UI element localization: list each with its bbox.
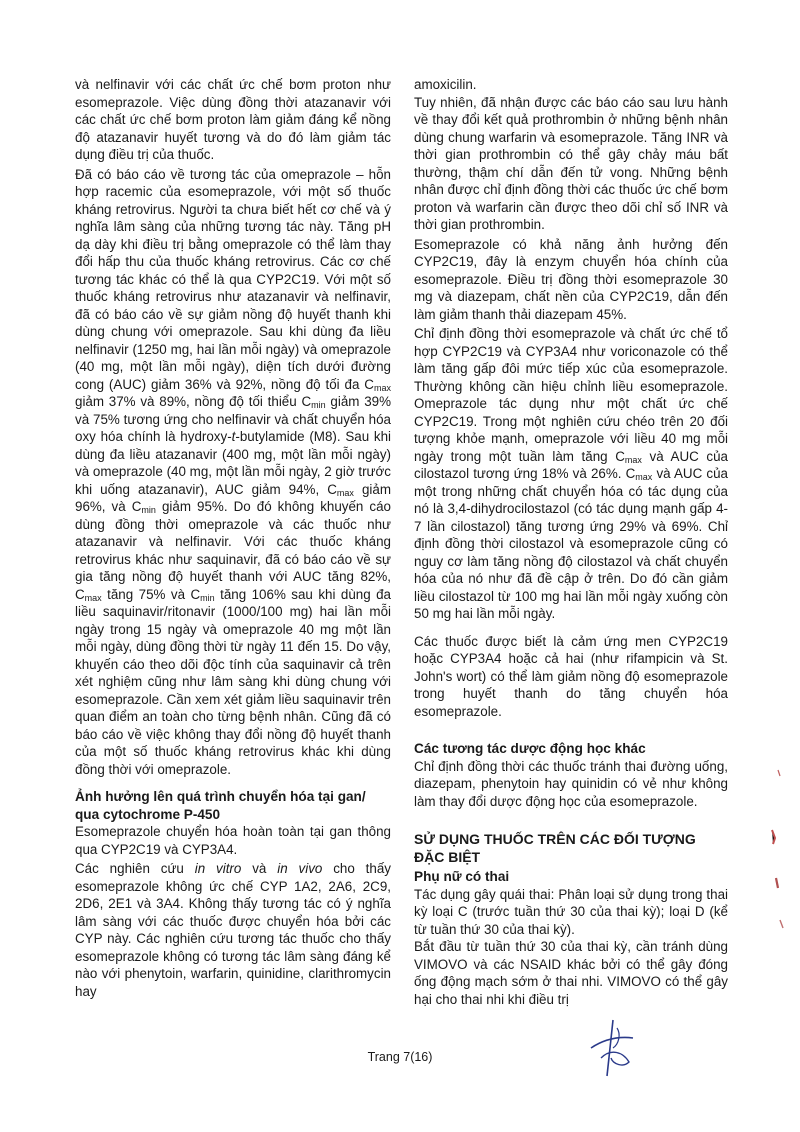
paragraph: Đã có báo cáo về tương tác của omeprazole – hỗn hợp racemic của esomeprazole, với một số thuốc kháng retrovirus. Người ta chưa biết hết cơ chế và ý nghĩa lâm sàng của những tương tác này. Tăng pH dạ dày khi điều trị bằng omeprazole có thể làm thay đổi hấp thu của thuốc kháng retrovirus. Các cơ chế tương tác khác có thể là qua CYP2C19. Với một số thuốc kháng retrovirus như atazanavir và nelfinavir, đã có báo cáo về sự giảm nồng độ huyết thanh khi dùng chung với omeprazole. Sau khi dùng đa liều nelfinavir (1250 mg, hai lần mỗi ngày) và omeprazole (40 mg, một lần mỗi ngày), diện tích dưới đường cong (AUC) giảm 36% và 92%, nồng độ tối đa $C_{max}$ giảm 37% và 89%, nồng độ tối thiểu $C_{min}$ giảm 39% và 75% tương ứng cho nelfinavir và chất chuyển hóa oxy hóa chính là hydroxy-t-butylamide (M8). Sau khi dùng đa liều atazanavir (400 mg, một lần mỗi ngày) và omeprazole (40 mg, một lần mỗi ngày, 2 giờ trước khi uống atazanavir), AUC giảm 94%, $C_{max}$ giảm 96%, và $C_{min}$ giảm 95%. Do đó không khuyến cáo dùng đồng thời omeprazole và các thuốc như atazanavir và nelfinavir. Với các thuốc kháng retrovirus khác như saquinavir, đã có báo cáo về sự gia tăng nồng độ huyết thanh với AUC tăng 82%, $C_{max}$ tăng 75% và $C_{min}$ tăng 106% sau khi dùng đa liều saquinavir/ritonavir (1000/100 mg) hai lần mỗi ngày trong 15 ngày và omeprazole 40 mg một lần mỗi ngày, dùng đồng thời từ ngày 11 đến 15. Do vậy, khuyến cáo theo dõi độc tính của saquinavir cả trên xét nghiệm cũng như lâm sàng khi dùng chung với esomeprazole. Cần xem xét giảm liều saquinavir trên quan điểm an toàn cho từng bệnh nhân. Cũng đã có báo cáo về việc không thay đổi nồng độ huyết thanh của một số thuốc kháng retrovirus khác khi dùng đồng thời với omeprazole. xyxy=(75,166,392,777)
margin-marks xyxy=(752,760,792,960)
paragraph: Chỉ định đồng thời esomeprazole và chất ức chế tổ hợp CYP2C19 và CYP3A4 như voriconazole có thể làm tăng gấp đôi mức tiếp xúc của esomeprazole. Thường không cần hiệu chỉnh liều esomeprazole. Omeprazole tác dụng như một chất ức chế CYP2C19. Trong một nghiên cứu chéo trên 20 đối tượng khỏe mạnh, omeprazole với liều 40 mg mỗi ngày trong một tuần làm tăng $C_{max}$ và AUC của cilostazol tương ứng 18% và 26%. $C_{max}$ và AUC của một trong những chất chuyển hóa có tác dụng của nó là 3,4-dihydrocilostazol (có tác dụng mạnh gấp 4-7 lần cilostazol) tăng tương ứng 29% và 69%. Chỉ định đồng thời cilostazol và esomeprazole cũng có nguy cơ làm tăng nồng độ cilostazol và chất chuyển hóa của nó như đã đề cập ở trên. Do đó cần giảm liều cilostazol từ 100 mg hai lần mỗi ngày xuống còn 50 mg hai lần mỗi ngày. xyxy=(414,326,728,621)
paragraph: Tuy nhiên, đã nhận được các báo cáo sau lưu hành về thay đổi kết quả prothrombin ở những bệnh nhân dùng chung warfarin và esomeprazole. Tăng INR và thời gian prothrombin có thể gây chảy máu bất thường, thậm chí dẫn đến tử vong. Những bệnh nhân được chỉ định đồng thời các thuốc ức chế bơm proton và warfarin cần được theo dõi chỉ số INR và thời gian prothrombin. xyxy=(414,94,728,232)
paragraph: và nelfinavir với các chất ức chế bơm proton như esomeprazole. Việc dùng đồng thời atazanavir với các chất ức chế bơm proton làm giảm đáng kể nồng độ atazanavir huyết tương và do đó làm giảm tác dụng điều trị của thuốc. xyxy=(75,77,391,162)
paragraph: Tác dụng gây quái thai: Phân loại sử dụng trong thai kỳ loại C (trước tuần thứ 30 của thai kỳ); loại D (kể từ tuần thứ 30 của thai kỳ). xyxy=(414,886,728,937)
paragraph: Bắt đầu từ tuần thứ 30 của thai kỳ, cần tránh dùng VIMOVO và các NSAID khác bởi có thể gây đóng ống động mạch sớm ở thai nhi. VIMOVO có thể gây hại cho thai nhi khi điều trị xyxy=(414,939,728,1007)
right-column xyxy=(414,76,728,1008)
paragraph: Chỉ định đồng thời các thuốc tránh thai đường uống, diazepam, phenytoin hay quinidin có vẻ như không làm thay đổi dược động học của esomeprazole. xyxy=(414,758,728,809)
paragraph: Các thuốc được biết là cảm ứng men CYP2C19 hoặc CYP3A4 hoặc cả hai (như rifampicin và St. John's wort) có thể làm giảm nồng độ esomeprazole trong huyết thanh do tăng chuyển hóa esomeprazole. xyxy=(414,633,728,719)
paragraph: Các nghiên cứu in vitro và in vivo cho thấy esomeprazole không ức chế CYP 1A2, 2A6, 2C9, 2D6, 2E1 và 3A4. Không thấy tương tác có ý nghĩa lâm sàng với các thuốc được chuyển hóa bởi các CYP này. Các nghiên cứu tương tác thuốc cho thấy esomeprazole không có tương tác lâm sàng đáng kể nào với phenytoin, warfarin, quinidine, clarithromycin hay xyxy=(75,861,391,999)
subsection-heading: Phụ nữ có thai xyxy=(414,869,510,884)
section-heading: SỬ DỤNG THUỐC TRÊN CÁC ĐỐI TƯỢNG ĐẶC BIỆT xyxy=(414,831,696,865)
handwritten-signature xyxy=(583,1018,639,1078)
section-heading: Ảnh hưởng lên quá trình chuyển hóa tại gan/ qua cytochrome P-450 xyxy=(75,789,366,822)
paragraph: Esomeprazole có khả năng ảnh hưởng đến CYP2C19, đây là enzym chuyển hóa chính của esomeprazole. Điều trị đồng thời esomeprazole 30 mg và diazepam, chất nền của CYP2C19, dẫn đến làm giảm thanh thải diazepam 45%. xyxy=(414,236,728,322)
section-heading: Các tương tác dược động học khác xyxy=(414,741,646,756)
paragraph: amoxicilin. xyxy=(414,77,477,92)
left-column xyxy=(75,76,391,1000)
page-number: Trang 7(16) xyxy=(367,1050,433,1064)
paragraph: Esomeprazole chuyển hóa hoàn toàn tại gan thông qua CYP2C19 và CYP3A4. xyxy=(75,824,391,857)
